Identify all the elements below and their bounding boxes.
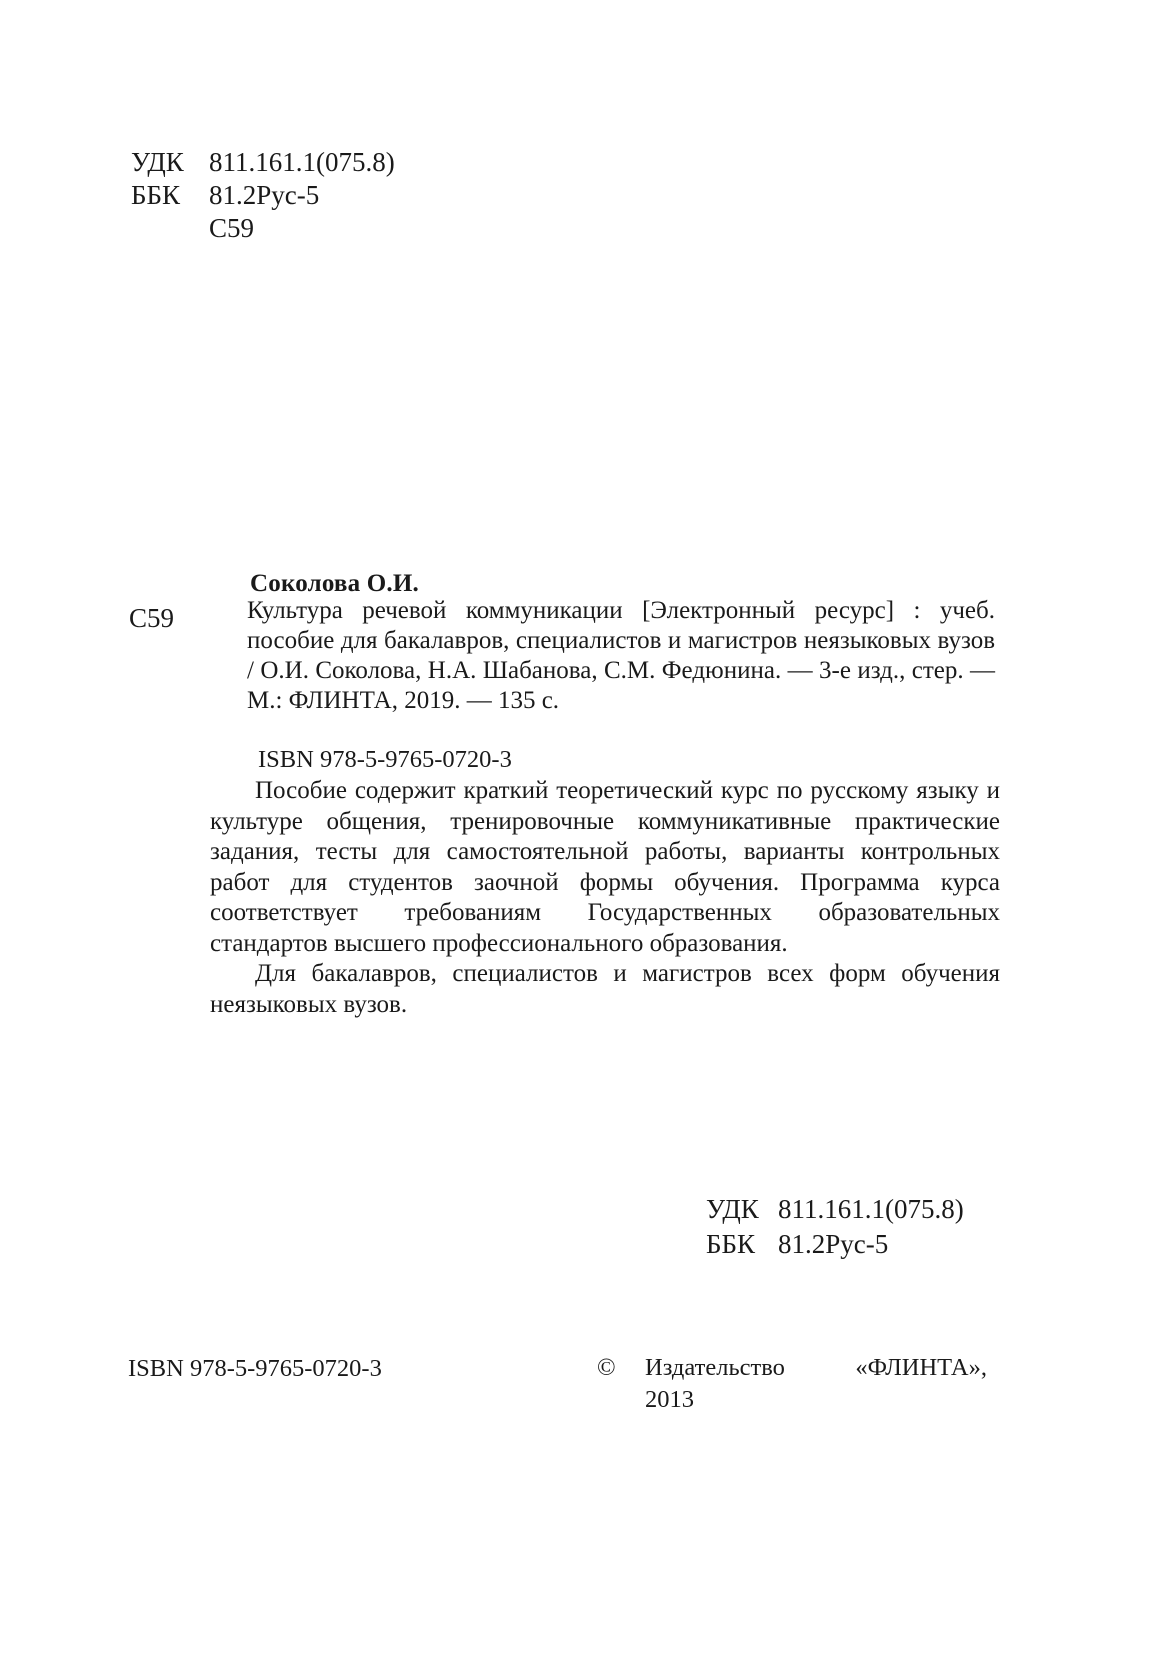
annotation-audience: Для бакалавров, специалистов и магистров всех форм обучения неязыковых вузов. <box>210 960 1000 1018</box>
copyright <box>597 1352 987 1416</box>
author-mark: С59 <box>209 213 255 243</box>
annotation-paragraph: Пособие содержит краткий теоретический курс по русскому языку и культуре общения, тренировочные коммуникативные практические задания, тесты для самостоятельной работы, варианты контрольных работ для студентов заочной формы обучения. Программа курса соответствует требованиям Государственных образовательных стандартов высшего профессионального образования. <box>210 777 1000 957</box>
bbk-label: ББК <box>131 180 181 210</box>
udk-value: 811.161.1(075.8) <box>209 147 395 177</box>
bbk-value: 81.2Рус-5 <box>778 1229 889 1259</box>
bbk-label: ББК <box>706 1229 756 1259</box>
top-classification <box>131 146 395 245</box>
udk-label: УДК <box>706 1194 759 1224</box>
entry-author-mark: С59 <box>129 603 175 633</box>
annotation <box>210 776 1000 1020</box>
bottom-classification <box>706 1192 964 1262</box>
author-heading: Соколова О.И. <box>250 570 419 597</box>
udk-value: 811.161.1(075.8) <box>778 1194 964 1224</box>
footer-isbn: ISBN 978-5-9765-0720-3 <box>128 1355 382 1382</box>
copyright-year: 2013 <box>645 1386 694 1413</box>
entry-isbn: ISBN 978-5-9765-0720-3 <box>258 746 512 773</box>
copyright-icon: © <box>597 1354 616 1381</box>
bbk-value: 81.2Рус-5 <box>209 180 320 210</box>
copyright-publisher: Издательство «ФЛИНТА», <box>645 1354 987 1381</box>
udk-label: УДК <box>131 147 184 177</box>
bibliographic-description: Культура речевой коммуникации [Электронный ресурс] : учеб. пособие для бакалавров, специалистов и магистров неязыковых вузов / О.И. Соколова, Н.А. Шабанова, С.М. Федюнина. — 3-е изд., стер. — М.: ФЛИНТА, 2019. — 135 с. <box>247 597 995 714</box>
